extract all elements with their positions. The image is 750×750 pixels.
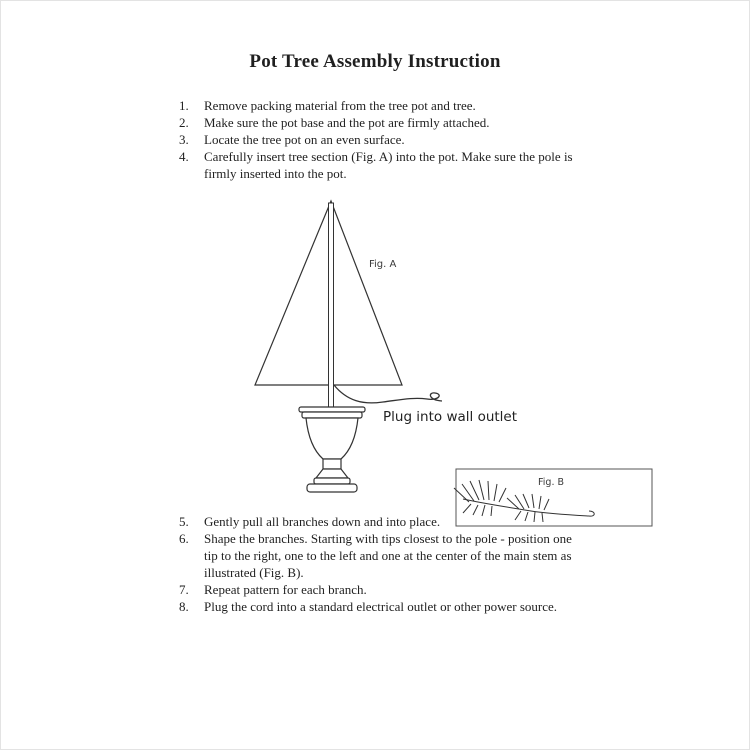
step-6 [179,530,582,581]
step-text: Shape the branches. Starting with tips closest to the pole - position one tip to the right, one to the left and one at the center of the main stem as illustrated (Fig. B). [204,531,572,580]
step-number: 4. [179,149,189,164]
step-text: Plug the cord into a standard electrical outlet or other power source. [204,599,558,614]
step-8 [179,598,582,615]
tree-pole [329,203,334,411]
figure-b-caption: Fig. B [538,477,564,488]
step-number: 8. [179,599,189,614]
step-text: Gently pull all branches down and into place. [204,514,441,529]
step-number: 2. [179,115,189,130]
step-5 [179,513,582,530]
step-4 [179,148,582,182]
step-7 [179,581,582,598]
step-number: 1. [179,98,189,113]
steps-5-8 [179,513,582,615]
assembly-diagram-drawing [151,189,691,541]
figure-a-caption: Fig. A [369,259,397,270]
assembly-diagram [151,189,691,541]
tree-pot [299,407,365,492]
step-text: Carefully insert tree section (Fig. A) into the pot. Make sure the pole is firmly inserted into the pot. [204,149,573,181]
step-number: 6. [179,531,189,546]
plug-instruction-label: Plug into wall outlet [383,409,518,425]
step-text: Remove packing material from the tree pot and tree. [204,98,476,113]
step-1 [179,97,582,114]
power-cord [334,385,442,403]
step-text: Locate the tree pot on an even surface. [204,132,405,147]
step-number: 7. [179,582,189,597]
step-3 [179,131,582,148]
page-title: Pot Tree Assembly Instruction [249,51,501,72]
step-text: Make sure the pot base and the pot are firmly attached. [204,115,490,130]
steps-1-4 [179,97,582,182]
step-text: Repeat pattern for each branch. [204,582,367,597]
step-2 [179,114,582,131]
step-number: 5. [179,514,189,529]
step-number: 3. [179,132,189,147]
